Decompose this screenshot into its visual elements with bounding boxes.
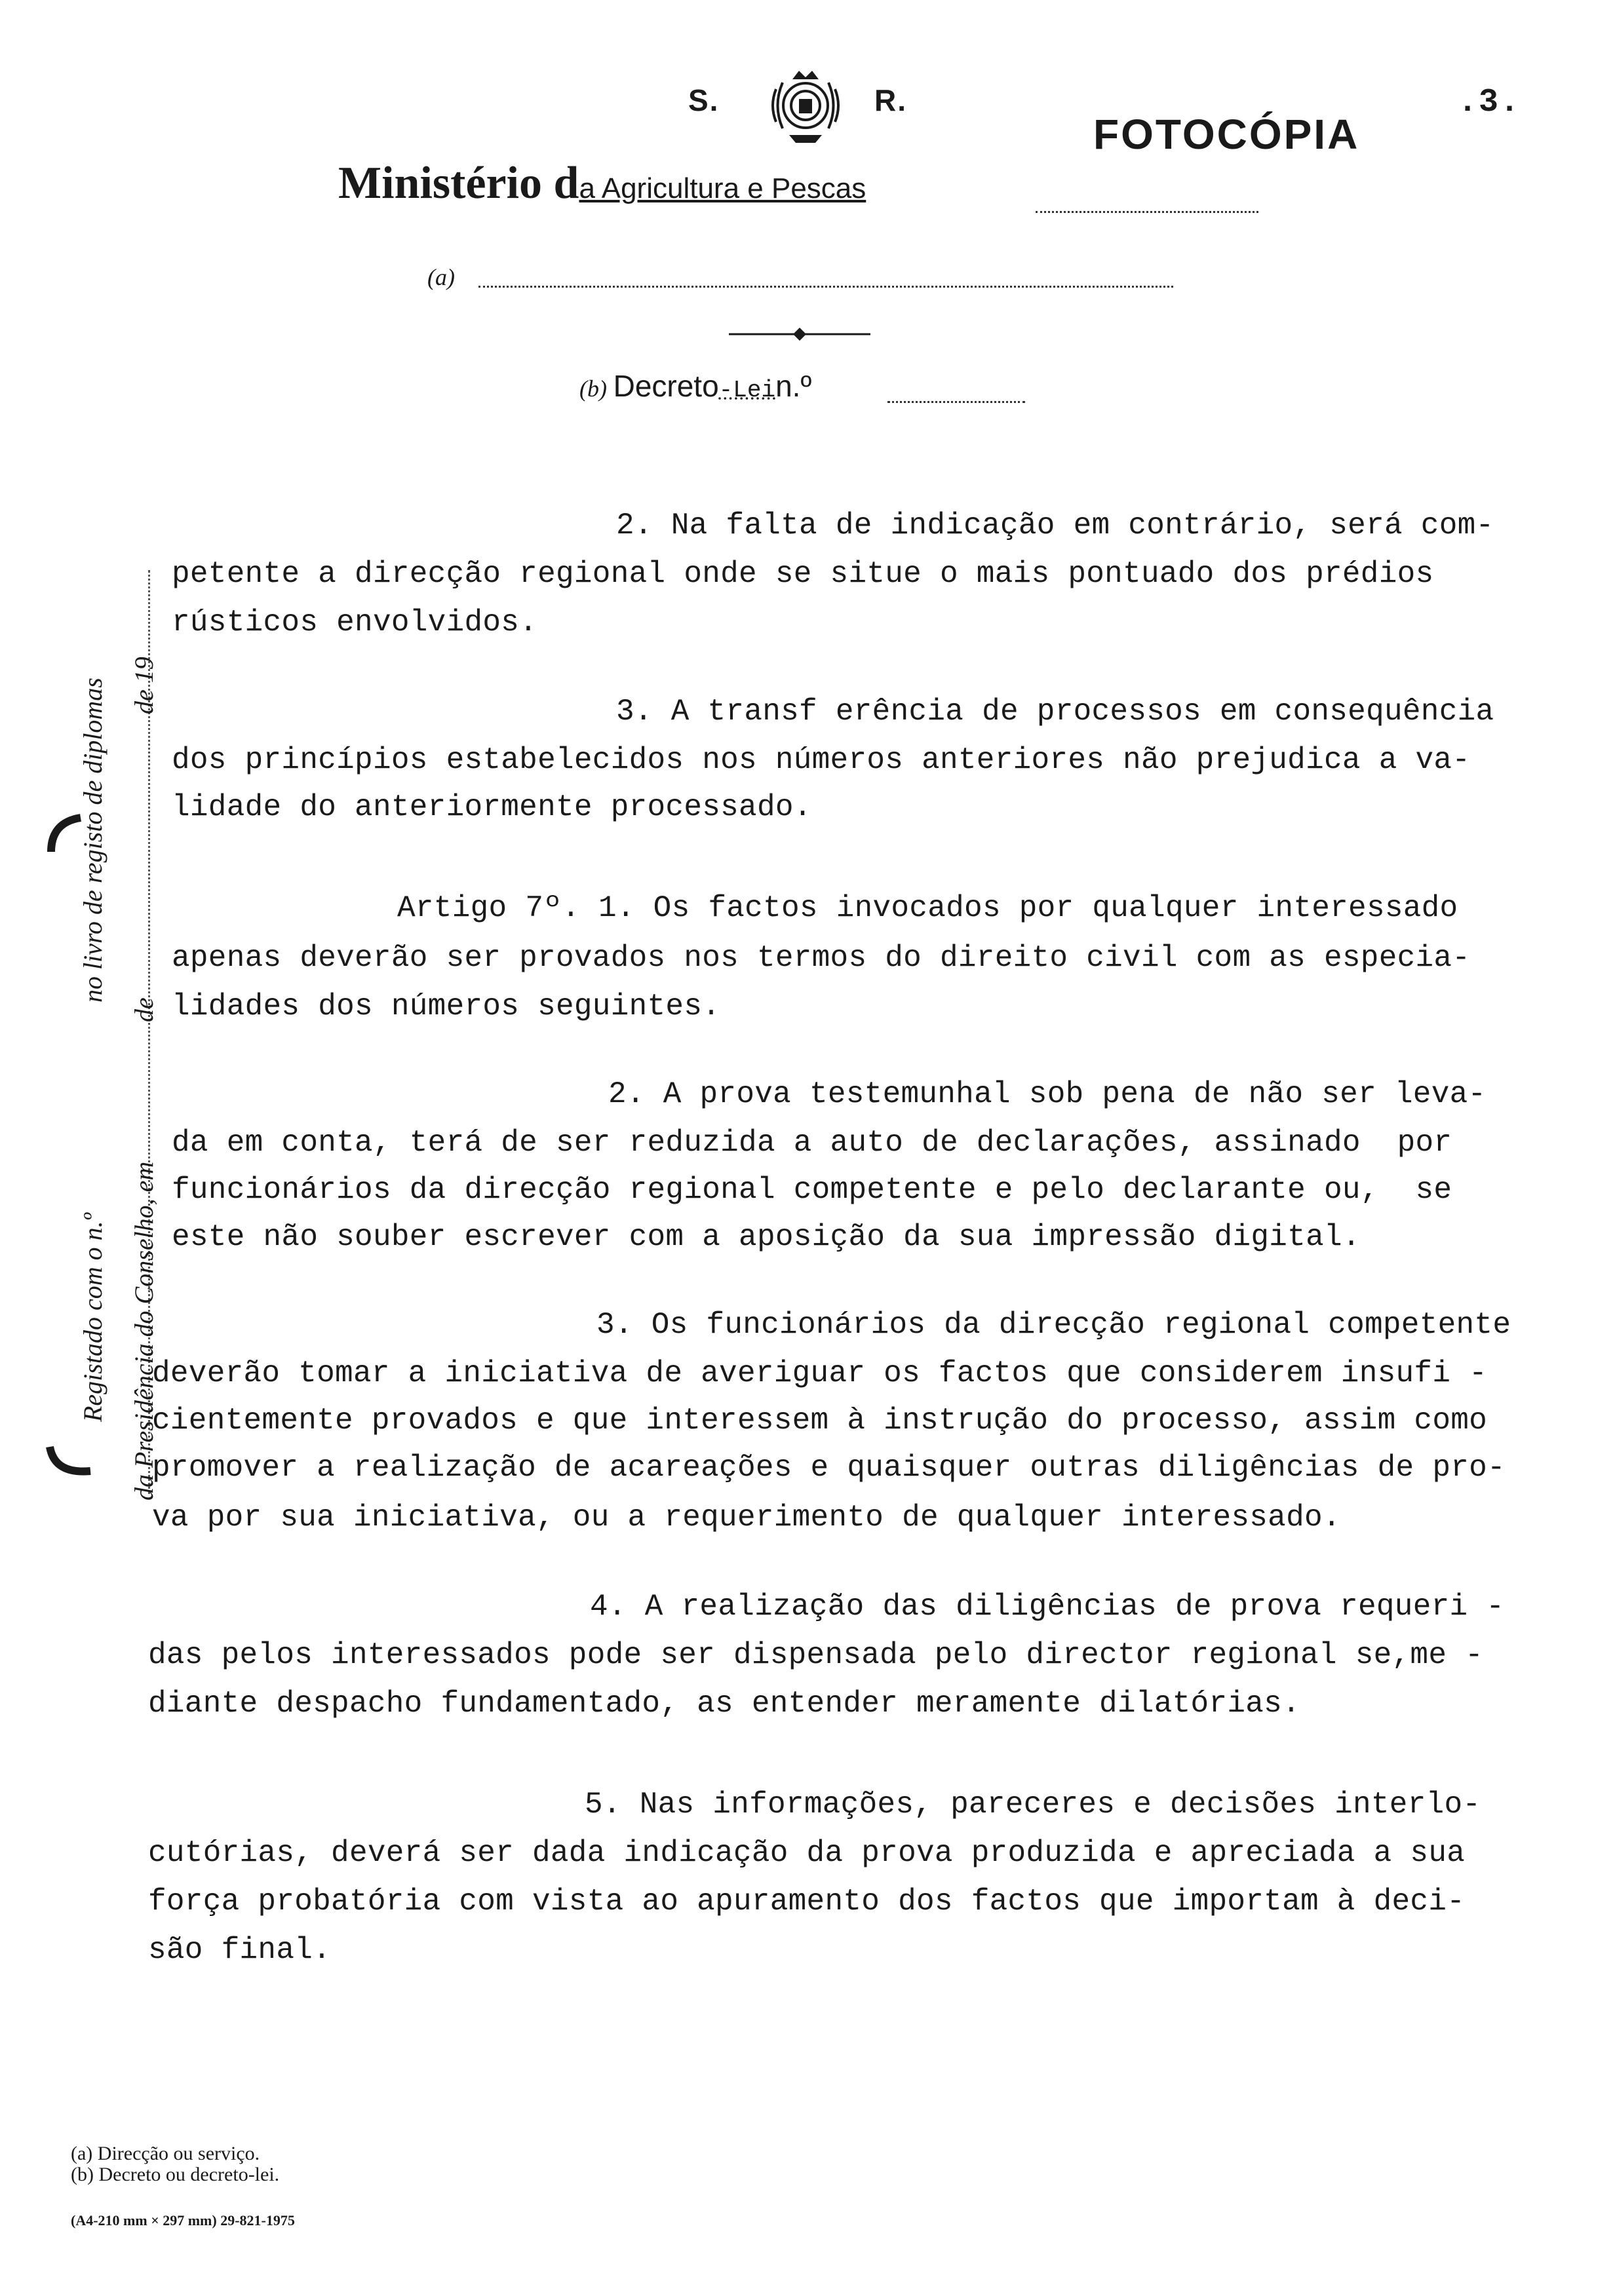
header-s-letter: S.: [688, 83, 720, 117]
body-line: Artigo 7º. 1. Os factos invocados por qualquer interessado: [397, 891, 1458, 925]
body-line: cientemente provados e que interessem à instrução do processo, assim como: [152, 1404, 1488, 1438]
field-a-dotted-line: [478, 286, 1173, 288]
body-line: lidade do anteriormente processado.: [172, 790, 812, 824]
ministry-label: Ministério d: [338, 158, 579, 208]
decree-line: [579, 368, 811, 404]
body-line: da em conta, terá de ser reduzida a auto de declarações, assinado por: [172, 1126, 1452, 1160]
form-code: (A4-210 mm × 297 mm) 29-821-1975: [71, 2212, 295, 2229]
body-line: 4. A realização das diligências de prova requeri -: [590, 1590, 1505, 1624]
body-line: funcionários da direcção regional competente e pelo declarante ou, se: [172, 1173, 1452, 1207]
body-line: 5. Nas informações, pareceres e decisões interlo-: [585, 1788, 1481, 1822]
footnote-a: (a) Direcção ou serviço.: [71, 2143, 260, 2164]
header-r-letter: R.: [874, 83, 907, 117]
decree-number-label: n.º: [775, 369, 812, 403]
ministry-line: [338, 157, 1256, 216]
body-line: 3. A transf erência de processos em consequência: [616, 695, 1494, 729]
page-number: .3.: [1458, 84, 1521, 121]
margin-de-19: de 19: [129, 657, 159, 714]
coat-of-arms-emblem: [763, 63, 848, 148]
body-line: dos princípios estabelecidos nos números anteriores não prejudica a va-: [172, 743, 1471, 777]
body-line: rústicos envolvidos.: [172, 605, 538, 640]
body-line: promover a realização de acareações e quaisquer outras diligências de pro-: [152, 1451, 1506, 1485]
decree-label: Decreto: [613, 369, 719, 403]
divider-ornament: [729, 326, 870, 342]
body-line: 2. A prova testemunhal sob pena de não ser leva-: [608, 1077, 1487, 1111]
body-line: das pelos interessados pode ser dispensada pelo director regional se,me -: [148, 1638, 1484, 1672]
body-line: diante despacho fundamentado, as entender meramente dilatórias.: [148, 1687, 1300, 1721]
margin-de: de: [129, 997, 159, 1022]
fotocopia-stamp: FOTOCÓPIA: [1093, 111, 1360, 158]
body-line: lidades dos números seguintes.: [172, 989, 721, 1024]
body-line: força probatória com vista ao apuramento dos factos que importam à deci-: [148, 1885, 1466, 1919]
field-b-label: (b): [579, 375, 607, 402]
body-line: va por sua iniciativa, ou a requerimento de qualquer interessado.: [152, 1501, 1341, 1535]
footnote-b: (b) Decreto ou decreto-lei.: [71, 2164, 280, 2185]
margin-livro: no livro de registo de diplomas: [78, 678, 107, 1003]
ministry-dotted-line: [1036, 211, 1258, 213]
body-line: cutórias, deverá ser dada indicação da prova produzida e apreciada a sua: [148, 1836, 1466, 1870]
body-line: este não souber escrever com a aposição da sua impressão digital.: [172, 1220, 1361, 1254]
body-line: 3. Os funcionários da direcção regional competente: [596, 1308, 1511, 1342]
body-line: são final.: [148, 1933, 332, 1967]
decree-dotted-line: [887, 401, 1025, 403]
margin-registado: Registado com o n.º: [78, 1212, 107, 1422]
body-line: 2. Na falta de indicação em contrário, será com-: [616, 508, 1494, 543]
body-line: apenas deverão ser provados nos termos do direito civil com as especia-: [172, 941, 1471, 975]
body-line: petente a direcção regional onde se situe o mais pontuado dos prédios: [172, 557, 1434, 591]
body-line: deverão tomar a iniciativa de averiguar os factos que considerem insufi -: [152, 1356, 1488, 1390]
decree-type: -Lei: [718, 377, 776, 404]
margin-brace-top: [45, 813, 84, 858]
margin-presidencia: da Presidência do Conselho, em: [129, 1161, 159, 1501]
ministry-name: a Agricultura e Pescas: [579, 172, 866, 204]
field-a-label: (a): [427, 264, 455, 290]
margin-brace-bottom: [45, 1442, 97, 1481]
